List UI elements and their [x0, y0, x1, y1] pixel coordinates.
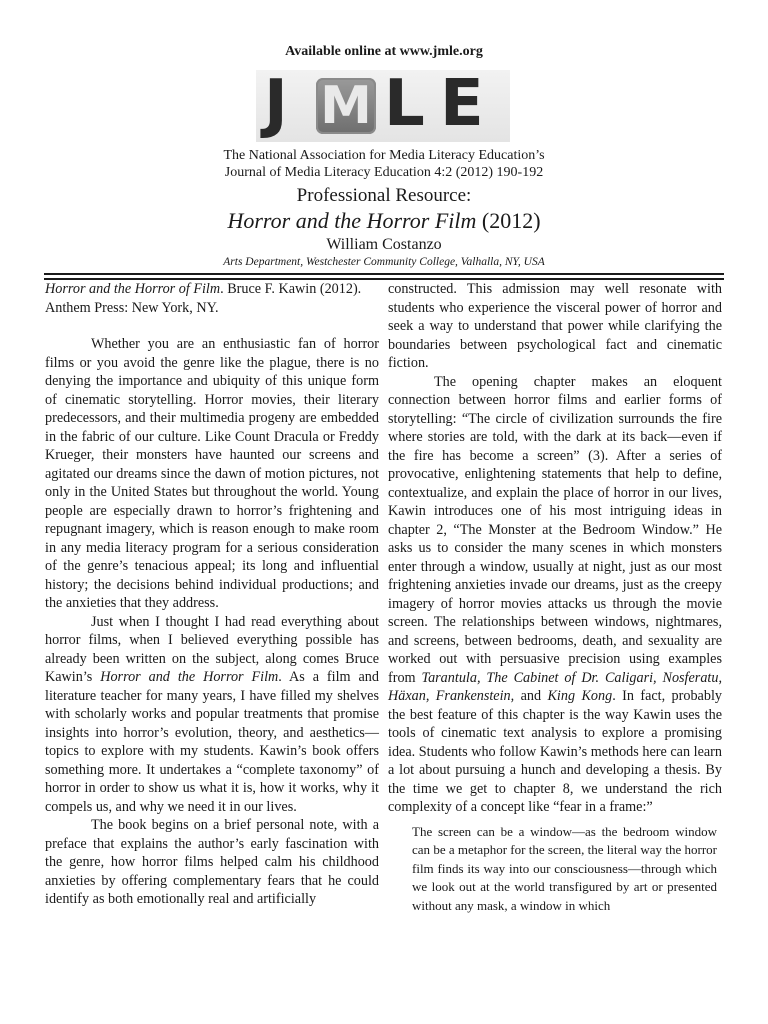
availability-notice: Available online at www.jmle.org [285, 44, 483, 59]
paragraph-text: . As a film and literature teacher for many years, I have filled my shelves with scholarly works and popular treatments that promise insights into horror’s evolution, theory, and aesthetics—topics to explore with my students. Kawin’s book offers something more. It undertakes a “complete taxonomy” of horror in order to show us what it is, how it works, why it compels us, and why we need it in our lives. [45, 669, 379, 815]
book-reference-title: Horror and the Horror of Film [45, 281, 221, 297]
paragraph-text: . In fact, probably the best feature of this chapter is the way Kawin uses the tools of cinematic text analysis to explore a promising idea. Students who follow Kawin’s methods here can learn a lot about pursuing a hunch and developing a thesis. By the time we get to chapter 8, we understand the rich complexity of a concept like “fear in a frame:” [388, 688, 722, 815]
film-titles: Tarantula, The Cabinet of Dr. Caligari, Nosferatu, Häxan, Frankenstein, [388, 669, 722, 704]
book-reference-details: . Bruce F. Kawin (2012). Anthem Press: New York, NY. [45, 281, 362, 316]
section-label: Professional Resource: [296, 185, 472, 206]
paragraph [45, 613, 379, 817]
article-title [0, 208, 768, 234]
paragraph-text: and [514, 688, 548, 704]
paragraph-text: The opening chapter makes an eloquent connection between horror films and earlier forms of storytelling: “The circle of civilization surrounds the fire where stories are told, with the dark at its back—even if the fire has become a screen” (3). After a series of provocative, enlightening statements that help to define, contextualize, and explain the place of horror in our lives, Kawin introduces one of his most intriguing ideas in chapter 2, “The Monster at the Bedroom Window.” He asks us to consider the many scenes in which monsters enter through a window, usually at night, just as our most frightening anxieties invade our dreams, just as the creepy imagery of horror movies attacks us through the movie screen. The relationships between windows, nightmares, and screens, between bedrooms, death, and sexuality are worked out with persuasive precision using examples from [388, 373, 722, 686]
org-line: The National Association for Media Literacy Education’s [223, 148, 545, 163]
block-quote: The screen can be a window—as the bedroom window can be a metaphor for the screen, the literal way the horror film finds its way into our consciousness—through which we look out at the world transfigured by art or presented without any mask, a window in which [412, 823, 717, 913]
logo-letter-j: J [264, 67, 288, 141]
paragraph: constructed. This admission may well resonate with students who experience the visceral power of horror and seek a way to understand that power while clarifying the boundaries between psychological fact and cinematic fiction. [388, 281, 722, 371]
header-rule-top [44, 273, 724, 275]
paragraph: Whether you are an enthusiastic fan of horror films or you avoid the genre like the plague, there is no denying the importance and ubiquity of this unique form of cinematic storytelling. Horror movies, their literary predecessors, and their multimedia progeny are embedded in the fabric of our culture. Like Count Dracula or Freddy Krueger, their monsters have haunted our screens and agitated our dreams since the dawn of motion pictures, not only in the United States but throughout the world. Young people are especially drawn to horror’s frightening and repugnant imagery, which is reason enough to make room in any media literacy program for a serious consideration of the genre’s tenacious appeal; its long and influential history; the decisions behind individual productions; and the anxieties that they address. [45, 336, 379, 611]
logo-letter-e: E [440, 67, 484, 141]
left-column [45, 280, 379, 909]
paragraph: The book begins on a brief personal note, with a preface that explains the author’s early fascination with the genre, how horror films helped calm his childhood anxieties by offering complementary fears that he could identify as both emotionally real and artificially [45, 817, 379, 907]
film-title-king-kong: King Kong [547, 688, 613, 704]
jmle-logo [256, 67, 510, 142]
logo-m-tile [316, 78, 376, 134]
book-reference [45, 280, 379, 317]
paragraph-text: Just when I thought I had read everything about horror films, when I believed everything possible has already been written on the subject, along comes Bruce Kawin’s [45, 613, 379, 685]
logo-letter-l: L [384, 67, 425, 141]
article-title-year: (2012) [476, 208, 541, 233]
book-title-inline: Horror and the Horror Film [100, 669, 279, 685]
author-affiliation: Arts Department, Westchester Community College, Valhalla, NY, USA [223, 256, 545, 268]
right-column [388, 280, 722, 915]
paragraph [388, 373, 722, 817]
author-name: William Costanzo [326, 236, 442, 253]
logo-letter-m: M [320, 76, 372, 136]
article-title-italic: Horror and the Horror Film [227, 208, 477, 233]
journal-citation: Journal of Media Literacy Education 4:2 (2012) 190-192 [224, 165, 544, 180]
